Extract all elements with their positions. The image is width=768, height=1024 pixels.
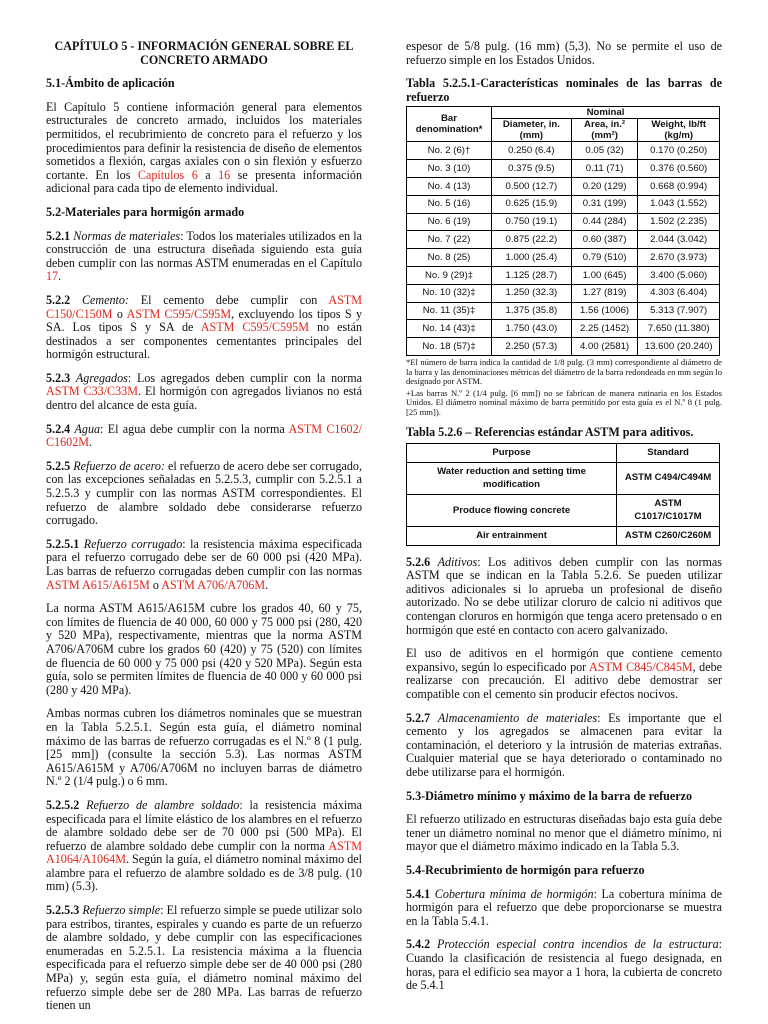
table-row <box>407 160 720 178</box>
cell-diameter: 0.875 (22.2) <box>492 231 572 249</box>
table-row <box>407 249 720 267</box>
table-row <box>407 527 720 546</box>
table-row <box>407 302 720 320</box>
section-5-4-heading: 5.4-Recubrimiento de hormigón para refuerzo <box>406 862 645 877</box>
header-weight: Weight, lb/ft (kg/m) <box>638 119 720 142</box>
cell-bar: No. 10 (32)‡ <box>407 284 492 302</box>
section-5-1-paragraph: El Capítulo 5 contiene información general para elementos estructurales de concreto armado, incluidos los materiales permitidos, el recubrimiento de concreto para el refuerzo y los procedimientos para definir la resistencia de diseño de elementos sometidos a flexión, cargas axiales con o sin flexión y esfuerzo cortante. En los Capítulos 6 a 16 se presenta información adicional para cada tipo de elemento individual. <box>46 99 362 196</box>
cell-bar: No. 3 (10) <box>407 160 492 178</box>
link-astm-c1602[interactable]: ASTM C1602/ C1602M <box>46 421 362 450</box>
cell-weight: 5.313 (7.907) <box>638 302 720 320</box>
header-diameter: Diameter, in. (mm) <box>492 119 572 142</box>
cell-diameter: 2.250 (57.3) <box>492 338 572 356</box>
cell-bar: No. 4 (13) <box>407 177 492 195</box>
cell-area: 2.25 (1452) <box>571 320 638 338</box>
link-astm-c595[interactable]: ASTM C595/C595M <box>126 306 232 321</box>
bar-properties-table <box>406 106 720 356</box>
cell-area: 0.11 (71) <box>571 160 638 178</box>
left-column <box>46 40 362 1023</box>
header-bar-denomination: Bar denomination* <box>407 107 492 142</box>
cell-area: 0.79 (510) <box>571 249 638 267</box>
cell-bar: No. 8 (25) <box>407 249 492 267</box>
link-astm-a1064[interactable]: ASTM A1064/A1064M <box>46 838 362 867</box>
cell-weight: 2.044 (3.042) <box>638 231 720 249</box>
chapter-title: CAPÍTULO 5 - INFORMACIÓN GENERAL SOBRE EL CONCRETO ARMADO <box>54 39 354 67</box>
table-5-2-6-caption: Tabla 5.2.6 – Referencias estándar ASTM para aditivos. <box>406 424 694 439</box>
cell-area: 1.56 (1006) <box>571 302 638 320</box>
table-row <box>407 177 720 195</box>
table-row <box>407 284 720 302</box>
right-column <box>406 40 722 1003</box>
link-astm-c150[interactable]: ASTM C150/C150M <box>46 292 362 321</box>
paragraph-5-4-2: 5.4.2 Protección especial contra incendios de la estructura: Cuando la clasificación de resistencia al fuego designada, en horas, para el edificio sea mayor a 1 hora, la cubierta de concreto de 5.4.1 <box>406 937 722 993</box>
cell-bar: No. 6 (19) <box>407 213 492 231</box>
cell-area: 0.44 (284) <box>571 213 638 231</box>
link-astm-a706[interactable]: ASTM A706/A706M <box>161 577 266 592</box>
cell-standard: ASTM C1017/C1017M <box>617 494 720 526</box>
cell-weight: 0.668 (0.994) <box>638 177 720 195</box>
link-astm-c845[interactable]: ASTM C845/C845M <box>589 659 693 674</box>
header-nominal: Nominal <box>492 107 720 119</box>
table-row <box>407 462 720 494</box>
cell-weight: 1.502 (2.235) <box>638 213 720 231</box>
table-5-2-5-1-caption: Tabla 5.2.5.1-Características nominales de las barras de refuerzo <box>406 76 722 104</box>
cell-bar: No. 11 (35)‡ <box>407 302 492 320</box>
cell-area: 0.60 (387) <box>571 231 638 249</box>
paragraph-5-2-3: 5.2.3 Agregados: Los agregados deben cumplir con la norma ASTM C33/C33M. El hormigón con agregados livianos no está dentro del alcance de esta guía. <box>46 370 363 413</box>
section-5-3-heading: 5.3-Diámetro mínimo y máximo de la barra de refuerzo <box>406 788 693 803</box>
cell-bar: No. 18 (57)‡ <box>407 338 492 356</box>
cell-bar: No. 14 (43)‡ <box>407 320 492 338</box>
cell-diameter: 0.750 (19.1) <box>492 213 572 231</box>
table-row <box>407 494 720 526</box>
paragraph-5-2-1: 5.2.1 Normas de materiales: Todos los materiales utilizados en la construcción de una estructura diseñada siguiendo esta guía deben cumplir con las normas ASTM enumeradas en el Capítulo 17. <box>46 228 362 284</box>
paragraph-5-2-4: 5.2.4 Agua: El agua debe cumplir con la norma ASTM C1602/ C1602M. <box>46 421 362 450</box>
cell-weight: 4.303 (6.404) <box>638 284 720 302</box>
table-row <box>407 142 720 160</box>
cell-bar: No. 2 (6)† <box>407 142 492 160</box>
cell-weight: 1.043 (1.552) <box>638 195 720 213</box>
cell-weight: 0.170 (0.250) <box>638 142 720 160</box>
link-astm-c595-b[interactable]: ASTM C595/C595M <box>200 320 309 335</box>
section-5-3-paragraph: El refuerzo utilizado en estructuras diseñadas bajo esta guía debe tener un diámetro nominal no menor que el diámetro mínimo, ni mayor que el diámetro máximo indicado en la Tabla 5.3. <box>406 812 722 854</box>
cell-diameter: 0.500 (12.7) <box>492 177 572 195</box>
cell-diameter: 1.750 (43.0) <box>492 320 572 338</box>
paragraph-5-2-2: 5.2.2 Cemento: El cemento debe cumplir con ASTM C150/C150M o ASTM C595/C595M, excluyendo los tipos S y SA. Los tipos S y SA de ASTM C595/C595M no están destinados a ser componentes cementantes principales del hormigón estructural. <box>46 292 363 362</box>
table-note-2: +Las barras N.º 2 (1/4 pulg. [6 mm]) no se fabrican de manera rutinaria en los Estados Unidos. El diámetro nominal máximo de barra permitido por esta guía es el N.º 8 (1 pulg. [25 mm]). <box>406 387 722 417</box>
cell-purpose: Water reduction and setting time modification <box>407 462 617 494</box>
continuation-paragraph: espesor de 5/8 pulg. (16 mm) (5,3). No se permite el uso de refuerzo simple en los Estados Unidos. <box>406 39 722 67</box>
cell-diameter: 1.375 (35.8) <box>492 302 572 320</box>
link-capitulo-17[interactable]: 17 <box>46 269 59 284</box>
cell-weight: 13.600 (20.240) <box>638 338 720 356</box>
cell-weight: 3.400 (5.060) <box>638 266 720 284</box>
link-capitulos-6[interactable]: Capítulos 6 <box>137 167 198 182</box>
cell-diameter: 0.375 (9.5) <box>492 160 572 178</box>
header-purpose: Purpose <box>407 444 617 463</box>
paragraph-5-2-5-2: 5.2.5.2 Refuerzo de alambre soldado: la resistencia máxima especificada para el límite elástico de los alambres en el refuerzo de alambre soldado debe ser de 70 000 psi (500 MPa). El refuerzo de alambre soldado debe cumplir con la norma ASTM A1064/A1064M. Según la guía, el diámetro nominal máximo del alambre para el refuerzo de alambre soldado es de 3/8 pulg. (10 mm) (5.3). <box>46 797 362 894</box>
paragraph-a615-grades: La norma ASTM A615/A615M cubre los grados 40, 60 y 75, con límites de fluencia de 40 000, 60 000 y 75 000 psi (280, 420 y 520 MPa), respectivamente, mientras que la norma ASTM A706/A706M cubre los grados 60 (420) y 75 (520) con límites de fluencia de 60 000 y 75 000 psi (420 y 520 MPa). Según esta guía, solo se permiten límites de fluencia de 40 000 y 60 000 psi (280 y 420 MPa). <box>46 601 362 697</box>
cell-diameter: 1.125 (28.7) <box>492 266 572 284</box>
table-row <box>407 338 720 356</box>
cell-area: 0.05 (32) <box>571 142 638 160</box>
table-row <box>407 195 720 213</box>
cell-area: 4.00 (2581) <box>571 338 638 356</box>
cell-purpose: Air entrainment <box>407 527 617 546</box>
cell-area: 0.20 (129) <box>571 177 638 195</box>
paragraph-5-4-1: 5.4.1 Cobertura mínima de hormigón: La cobertura mínima de hormigón para el refuerzo que debe proporcionarse se muestra en la Tabla 5.4.1. <box>406 886 722 928</box>
cell-bar: No. 5 (16) <box>407 195 492 213</box>
table-row <box>407 266 720 284</box>
cell-diameter: 0.625 (15.9) <box>492 195 572 213</box>
cell-area: 1.00 (645) <box>571 266 638 284</box>
paragraph-5-2-6: 5.2.6 Aditivos: Los aditivos deben cumplir con las normas ASTM que se indican en la Tabla 5.2.6. Se pueden utilizar aditivos adicionales si lo aprueba un profesional de diseño autorizado. No se debe utilizar cloruro de calcio ni aditivos que contengan cloruros en hormigón que tenga acero pretensado o en hormigón que esté en contacto con acero galvanizado. <box>406 554 722 637</box>
paragraph-diametros: Ambas normas cubren los diámetros nominales que se muestran en la Tabla 5.2.5.1. Según esta guía, el diámetro nominal máximo de las barras de refuerzo corrugadas es el N.º 8 (1 pulg. [25 mm]) (consulte la sección 5.3). Las normas ASTM A615/A615M y A706/A706M no incluyen barras de diámetro N.º 2 (1/4 pulg.) o 6 mm. <box>46 706 362 789</box>
cell-purpose: Produce flowing concrete <box>407 494 617 526</box>
cell-weight: 2.670 (3.973) <box>638 249 720 267</box>
header-area: Area, in.² (mm²) <box>571 119 638 142</box>
table-row <box>407 320 720 338</box>
table-row <box>407 213 720 231</box>
section-5-2-heading: 5.2-Materiales para hormigón armado <box>46 204 245 219</box>
admixture-table <box>406 443 720 546</box>
table-note-1: *El número de barra indica la cantidad de 1/8 pulg. (3 mm) correspondiente al diámetro de la barra y las denominaciones métricas del diámetro de la barra redondeada en mm según lo designado por ASTM. <box>406 356 722 387</box>
cell-weight: 0.376 (0.560) <box>638 160 720 178</box>
table-row <box>407 231 720 249</box>
link-astm-c33[interactable]: ASTM C33/C33M <box>46 384 138 399</box>
paragraph-expansive-cement: El uso de aditivos en el hormigón que contiene cemento expansivo, según lo especificado por ASTM C845/C845M, debe realizarse con precaución. El aditivo debe demostrar ser compatible con el cemento sin producir efectos nocivos. <box>406 646 722 701</box>
cell-standard: ASTM C260/C260M <box>617 527 720 546</box>
paragraph-5-2-5-1: 5.2.5.1 Refuerzo corrugado: la resistencia máxima especificada para el refuerzo corrugado debe ser de 60 000 psi (420 MPa). Las barras de refuerzo corrugadas deben cumplir con las normas ASTM A615/A615M o ASTM A706/A706M. <box>46 536 363 592</box>
cell-weight: 7.650 (11.380) <box>638 320 720 338</box>
cell-area: 0.31 (199) <box>571 195 638 213</box>
header-standard: Standard <box>617 444 720 463</box>
section-5-1-heading: 5.1-Ámbito de aplicación <box>46 76 175 91</box>
cell-standard: ASTM C494/C494M <box>617 462 720 494</box>
paragraph-5-2-5: 5.2.5 Refuerzo de acero: el refuerzo de acero debe ser corrugado, con las excepciones señaladas en 5.2.5.3, cumplir con 5.2.5.1 a 5.2.5.3 y cumplir con las normas ASTM correspondientes. El refuerzo de alambre soldado debe considerarse refuerzo corrugado. <box>46 458 362 528</box>
cell-diameter: 1.000 (25.4) <box>492 249 572 267</box>
cell-bar: No. 7 (22) <box>407 231 492 249</box>
cell-diameter: 1.250 (32.3) <box>492 284 572 302</box>
cell-area: 1.27 (819) <box>571 284 638 302</box>
cell-diameter: 0.250 (6.4) <box>492 142 572 160</box>
cell-bar: No. 9 (29)‡ <box>407 266 492 284</box>
paragraph-5-2-7: 5.2.7 Almacenamiento de materiales: Es importante que el cemento y los agregados se almacenen para evitar la contaminación, el deterioro y la intrusión de materias extrañas. Cualquier material que se haya deteriorado o contaminado no debe utilizarse para el hormigón. <box>406 710 722 779</box>
link-astm-a615[interactable]: ASTM A615/A615M <box>46 577 150 592</box>
paragraph-5-2-5-3: 5.2.5.3 Refuerzo simple: El refuerzo simple se puede utilizar solo para estribos, tirantes, espirales y cuando es parte de un refuerzo de alambre soldado, y debe cumplir con las especificaciones enumeradas en 5.2.5.1. La resistencia máxima a la fluencia especificada para el refuerzo simple debe ser de 40 000 psi (280 MPa) y, según esta guía, el diámetro nominal máximo del refuerzo simple debe ser de 280 MPa. Las barras de refuerzo tienen un <box>46 903 362 1013</box>
link-capitulo-16[interactable]: 16 <box>218 167 231 182</box>
